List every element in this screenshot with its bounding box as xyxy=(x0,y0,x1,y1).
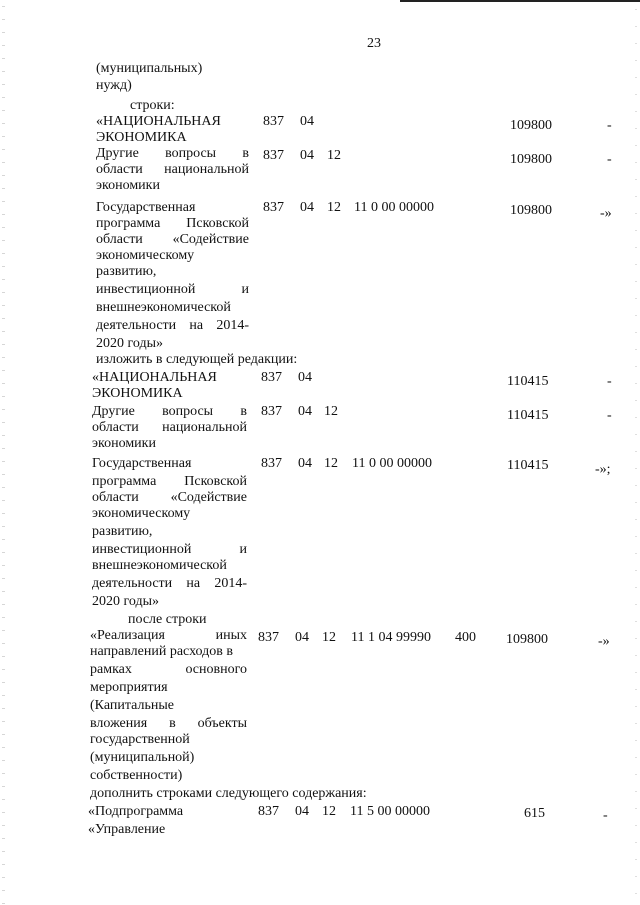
row-rz: 04 xyxy=(295,630,309,645)
row-csr: 11 5 00 00000 xyxy=(350,804,430,819)
row-pr: 12 xyxy=(322,804,336,819)
row-gr: 837 xyxy=(261,404,282,419)
row-name-line: инвестиционной и xyxy=(92,542,247,557)
row-name-line: «Управление xyxy=(88,822,166,837)
scan-edge-left xyxy=(2,0,5,905)
row-name-line: ЭКОНОМИКА xyxy=(92,386,183,401)
row-rz: 04 xyxy=(300,148,314,163)
row-name-line: «Подпрограмма xyxy=(88,804,184,819)
row-name-line: программа Псковской xyxy=(96,216,249,231)
row-end-mark: - xyxy=(607,374,612,389)
row-name-line: Другие вопросы в xyxy=(96,146,249,161)
row-gr: 837 xyxy=(261,370,282,385)
section-label: дополнить строками следующего содержания: xyxy=(90,786,367,801)
row-name-line: развитию, xyxy=(96,264,157,279)
row-sum: 109800 xyxy=(510,203,552,218)
row-end-mark: -» xyxy=(598,634,610,649)
row-rz: 04 xyxy=(300,114,314,129)
row-name-line: «Реализация иных xyxy=(90,628,247,643)
row-name-line: экономическому xyxy=(92,506,191,521)
row-end-mark: -» xyxy=(600,206,612,221)
row-name-line: мероприятия xyxy=(90,680,168,695)
row-name-line: деятельности на 2014- xyxy=(92,576,247,591)
row-name-line: 2020 годы» xyxy=(92,594,160,609)
scan-edge-right xyxy=(635,0,637,905)
row-pr: 12 xyxy=(324,456,338,471)
row-pr: 12 xyxy=(322,630,336,645)
row-name-line: экономики xyxy=(92,436,156,451)
row-rz: 04 xyxy=(298,370,312,385)
row-name-line: 2020 годы» xyxy=(96,336,164,351)
row-rz: 04 xyxy=(298,456,312,471)
row-name-line: вложения в объекты xyxy=(90,716,247,731)
row-name-line: Другие вопросы в xyxy=(92,404,247,419)
row-sum: 615 xyxy=(524,806,545,821)
row-gr: 837 xyxy=(263,148,284,163)
row-sum: 110415 xyxy=(507,408,549,423)
row-sum: 109800 xyxy=(510,152,552,167)
row-vr: 400 xyxy=(455,630,476,645)
row-csr: 11 1 04 99990 xyxy=(351,630,431,645)
page-number: 23 xyxy=(367,36,381,51)
intro-line: (муниципальных) xyxy=(96,61,203,76)
row-name-line: государственной xyxy=(90,732,190,747)
row-sum: 109800 xyxy=(506,632,548,647)
row-name-line: внешнеэкономической xyxy=(96,300,231,315)
row-name-line: рамках основного xyxy=(90,662,247,677)
row-name-line: развитию, xyxy=(92,524,153,539)
row-pr: 12 xyxy=(324,404,338,419)
row-name-line: области «Содействие xyxy=(96,232,249,247)
row-name-line: области национальной xyxy=(92,420,247,435)
row-name-line: инвестиционной и xyxy=(96,282,249,297)
row-name-line: (Капитальные xyxy=(90,698,174,713)
row-end-mark: - xyxy=(603,808,608,823)
row-name-line: деятельности на 2014- xyxy=(96,318,249,333)
row-end-mark: -»; xyxy=(595,462,611,477)
row-name-line: области «Содействие xyxy=(92,490,247,505)
row-sum: 110415 xyxy=(507,458,549,473)
row-gr: 837 xyxy=(258,630,279,645)
row-name-line: программа Псковской xyxy=(92,474,247,489)
row-sum: 109800 xyxy=(510,118,552,133)
row-name-line: Государственная xyxy=(96,200,196,215)
intro-line: нужд) xyxy=(96,78,132,93)
row-gr: 837 xyxy=(258,804,279,819)
section-label: после строки xyxy=(128,612,207,627)
row-name-line: «НАЦИОНАЛЬНАЯ xyxy=(96,114,221,129)
row-name-line: собственности) xyxy=(90,768,183,783)
row-gr: 837 xyxy=(261,456,282,471)
section-label: изложить в следующей редакции: xyxy=(96,352,298,367)
row-gr: 837 xyxy=(263,114,284,129)
row-rz: 04 xyxy=(298,404,312,419)
row-name-line: «НАЦИОНАЛЬНАЯ xyxy=(92,370,217,385)
row-sum: 110415 xyxy=(507,374,549,389)
row-name-line: (муниципальной) xyxy=(90,750,195,765)
row-name-line: направлений расходов в xyxy=(90,644,233,659)
row-end-mark: - xyxy=(607,118,612,133)
row-name-line: внешнеэкономической xyxy=(92,558,227,573)
row-pr: 12 xyxy=(327,148,341,163)
row-csr: 11 0 00 00000 xyxy=(352,456,432,471)
row-name-line: области национальной xyxy=(96,162,249,177)
row-end-mark: - xyxy=(607,152,612,167)
section-label: строки: xyxy=(130,98,175,113)
row-name-line: Государственная xyxy=(92,456,192,471)
row-gr: 837 xyxy=(263,200,284,215)
row-csr: 11 0 00 00000 xyxy=(354,200,434,215)
row-pr: 12 xyxy=(327,200,341,215)
row-name-line: экономическому xyxy=(96,248,195,263)
row-rz: 04 xyxy=(300,200,314,215)
row-end-mark: - xyxy=(607,408,612,423)
scan-top-line xyxy=(400,0,640,2)
row-name-line: ЭКОНОМИКА xyxy=(96,130,187,145)
row-rz: 04 xyxy=(295,804,309,819)
row-name-line: экономики xyxy=(96,178,160,193)
